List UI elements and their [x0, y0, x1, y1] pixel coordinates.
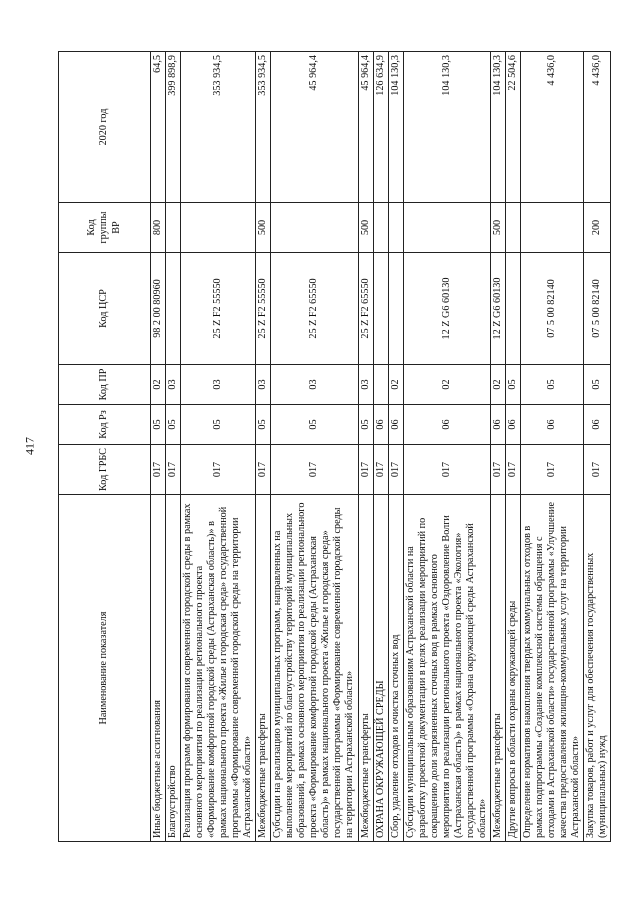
- header-csr: Код ЦСР: [59, 253, 151, 365]
- cell-grbs: 017: [256, 445, 271, 495]
- table-row: [181, 52, 256, 842]
- cell-grbs: 017: [490, 445, 505, 495]
- cell-name: Межбюджетные трансферты: [358, 495, 373, 842]
- cell-grbs: 017: [166, 445, 181, 495]
- cell-csr: 25 Z F2 65550: [358, 253, 373, 365]
- cell-name: Межбюджетные трансферты: [256, 495, 271, 842]
- cell-vr: [271, 203, 358, 253]
- table-body: [151, 52, 611, 842]
- cell-rz: 06: [388, 405, 403, 445]
- cell-grbs: 017: [584, 445, 611, 495]
- cell-pr: 05: [520, 365, 583, 405]
- table-row: [358, 52, 373, 842]
- cell-name: Определение нормативов накопления твердых коммунальных отходов в рамках подпрограммы «Создание комплексной системы обращения с отходами в Астраханской области» государственной программы «Улучшение качества предоставления жилищно-коммунальных услуг на территории Астраханской области»: [520, 495, 583, 842]
- cell-amount: 45 964,4: [271, 52, 358, 203]
- cell-pr: [373, 365, 388, 405]
- cell-vr: 500: [490, 203, 505, 253]
- cell-rz: 06: [490, 405, 505, 445]
- cell-rz: 05: [166, 405, 181, 445]
- cell-vr: [388, 203, 403, 253]
- cell-rz: 06: [505, 405, 520, 445]
- table-row: [151, 52, 166, 842]
- cell-rz: 05: [271, 405, 358, 445]
- cell-pr: 05: [505, 365, 520, 405]
- cell-pr: 05: [584, 365, 611, 405]
- cell-vr: 800: [151, 203, 166, 253]
- cell-rz: 06: [403, 405, 490, 445]
- cell-rz: 06: [373, 405, 388, 445]
- cell-amount: 4 436,0: [520, 52, 583, 203]
- cell-amount: 126 634,9: [373, 52, 388, 203]
- cell-vr: [403, 203, 490, 253]
- cell-csr: [373, 253, 388, 365]
- cell-grbs: 017: [505, 445, 520, 495]
- cell-csr: 25 Z F2 55550: [181, 253, 256, 365]
- cell-name: Сбор, удаление отходов и очистка сточных вод: [388, 495, 403, 842]
- cell-pr: 03: [358, 365, 373, 405]
- cell-vr: [181, 203, 256, 253]
- cell-rz: 05: [358, 405, 373, 445]
- cell-amount: 22 504,6: [505, 52, 520, 203]
- rotated-table-container: [58, 52, 609, 842]
- cell-pr: 02: [388, 365, 403, 405]
- cell-csr: [388, 253, 403, 365]
- cell-rz: 05: [151, 405, 166, 445]
- cell-amount: 353 934,5: [181, 52, 256, 203]
- cell-pr: 03: [166, 365, 181, 405]
- cell-csr: 98 2 00 80960: [151, 253, 166, 365]
- cell-vr: [520, 203, 583, 253]
- cell-grbs: 017: [151, 445, 166, 495]
- cell-csr: [166, 253, 181, 365]
- cell-grbs: 017: [388, 445, 403, 495]
- cell-amount: 353 934,5: [256, 52, 271, 203]
- cell-pr: 03: [271, 365, 358, 405]
- header-vr: Код группы ВР: [59, 203, 151, 253]
- cell-pr: 02: [151, 365, 166, 405]
- budget-table-sheet: [58, 52, 609, 842]
- header-pr: Код ПР: [59, 365, 151, 405]
- cell-name: Закупка товаров, работ и услуг для обеспечения государственных (муниципальных) нужд: [584, 495, 611, 842]
- cell-rz: 06: [520, 405, 583, 445]
- cell-name: Другие вопросы в области охраны окружающей среды: [505, 495, 520, 842]
- table-row: [403, 52, 490, 842]
- cell-name: Благоустройство: [166, 495, 181, 842]
- cell-csr: 07 5 00 82140: [520, 253, 583, 365]
- cell-grbs: 017: [358, 445, 373, 495]
- cell-name: ОХРАНА ОКРУЖАЮЩЕЙ СРЕДЫ: [373, 495, 388, 842]
- cell-grbs: 017: [181, 445, 256, 495]
- header-rz: Код Рз: [59, 405, 151, 445]
- cell-csr: 25 Z F2 55550: [256, 253, 271, 365]
- cell-csr: 25 Z F2 65550: [271, 253, 358, 365]
- cell-name: Субсидии на реализацию муниципальных программ, направленных на выполнение мероприятий по благоустройству территорий муниципальных образований, в рамках основного мероприятия по реализации регионального проекта «Формирование комфортной городской среды (Астраханская область)» в рамках национального проекта «Жилье и городская среда» государственной программы «Формирование современной городской среды на территории Астраханской области»: [271, 495, 358, 842]
- cell-rz: 05: [256, 405, 271, 445]
- cell-name: Межбюджетные трансферты: [490, 495, 505, 842]
- cell-vr: 500: [358, 203, 373, 253]
- table-row: [490, 52, 505, 842]
- cell-name: Иные бюджетные ассигнования: [151, 495, 166, 842]
- cell-amount: 4 436,0: [584, 52, 611, 203]
- header-grbs: Код ГРБС: [59, 445, 151, 495]
- cell-vr: 500: [256, 203, 271, 253]
- cell-grbs: 017: [373, 445, 388, 495]
- cell-pr: 03: [181, 365, 256, 405]
- cell-vr: [373, 203, 388, 253]
- cell-vr: [166, 203, 181, 253]
- table-row: [256, 52, 271, 842]
- header-year: 2020 год: [59, 52, 151, 203]
- cell-csr: 12 Z G6 60130: [490, 253, 505, 365]
- cell-rz: 06: [584, 405, 611, 445]
- cell-amount: 104 130,3: [490, 52, 505, 203]
- table-row: [505, 52, 520, 842]
- table-row: [520, 52, 583, 842]
- table-row: [271, 52, 358, 842]
- page-number: 417: [22, 437, 37, 455]
- cell-pr: 03: [256, 365, 271, 405]
- cell-rz: 05: [181, 405, 256, 445]
- cell-vr: 200: [584, 203, 611, 253]
- header-name: Наименование показателя: [59, 495, 151, 842]
- cell-amount: 45 964,4: [358, 52, 373, 203]
- table-row: [388, 52, 403, 842]
- cell-amount: 399 898,9: [166, 52, 181, 203]
- cell-amount: 104 130,3: [388, 52, 403, 203]
- cell-amount: 104 130,3: [403, 52, 490, 203]
- cell-name: Субсидии муниципальным образованиям Астраханской области на разработку проектной документации в целях реализации мероприятий по сокращению доли загрязненных сточных вод в рамках основного мероприятия по реализации регионального проекта «Оздоровление Волги (Астраханская область)» в рамках национального проекта «Экология» государственной программы «Охрана окружающей среды Астраханской области»: [403, 495, 490, 842]
- cell-name: Реализация программ формирования современной городской среды в рамках основного мероприятия по реализации регионального проекта «Формирование комфортной городской среды (Астраханская область)» в рамках национального проекта «Жилье и городская среда» государственной программы «Формирование современной городской среды на территории Астраханской области»: [181, 495, 256, 842]
- cell-csr: [505, 253, 520, 365]
- budget-table: [58, 51, 611, 842]
- table-row: [166, 52, 181, 842]
- table-row: [584, 52, 611, 842]
- cell-amount: 64,5: [151, 52, 166, 203]
- cell-pr: 02: [490, 365, 505, 405]
- table-header-row: [59, 52, 151, 842]
- table-row: [373, 52, 388, 842]
- cell-csr: 12 Z G6 60130: [403, 253, 490, 365]
- cell-pr: 02: [403, 365, 490, 405]
- cell-grbs: 017: [403, 445, 490, 495]
- cell-vr: [505, 203, 520, 253]
- cell-csr: 07 5 00 82140: [584, 253, 611, 365]
- cell-grbs: 017: [271, 445, 358, 495]
- cell-grbs: 017: [520, 445, 583, 495]
